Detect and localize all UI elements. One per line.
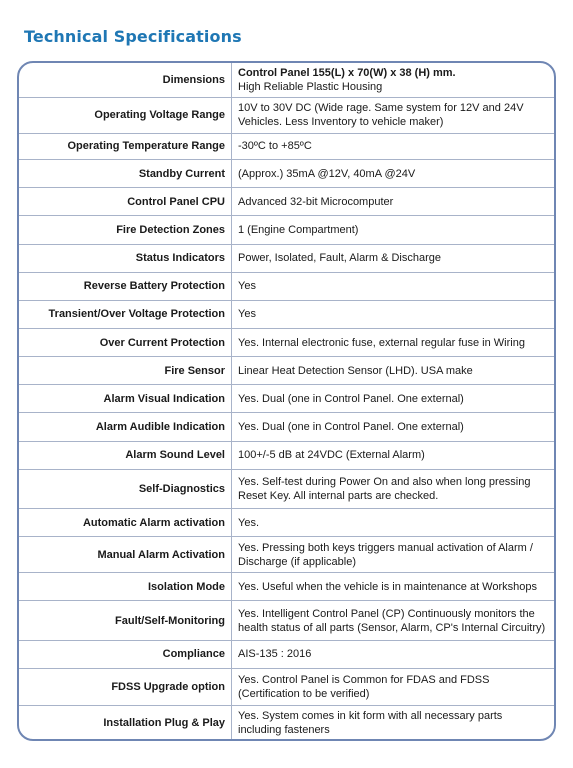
spec-row	[19, 244, 554, 272]
spec-row	[19, 357, 554, 385]
spec-label: Manual Alarm Activation	[19, 537, 232, 573]
spec-value-line: Yes	[238, 308, 256, 321]
spec-row	[19, 160, 554, 188]
spec-label: Alarm Audible Indication	[19, 413, 232, 441]
spec-value-line: Discharge (if applicable)	[238, 555, 356, 568]
spec-row	[19, 469, 554, 508]
spec-row	[19, 601, 554, 640]
spec-row	[19, 328, 554, 356]
spec-value	[232, 97, 555, 133]
spec-value	[232, 537, 555, 573]
spec-value	[232, 300, 555, 328]
spec-value	[232, 216, 555, 244]
spec-label: Control Panel CPU	[19, 188, 232, 216]
spec-value	[232, 328, 555, 356]
spec-table-frame	[17, 61, 556, 741]
spec-row	[19, 272, 554, 300]
spec-value-line: Linear Heat Detection Sensor (LHD). USA make	[238, 364, 473, 377]
spec-value	[232, 63, 555, 97]
spec-value	[232, 272, 555, 300]
spec-value-line: 10V to 30V DC (Wide rage. Same system for 12V and 24V	[238, 102, 524, 115]
spec-value-line: including fasteners	[238, 723, 330, 736]
spec-value	[232, 441, 555, 469]
spec-label: Status Indicators	[19, 244, 232, 272]
spec-row	[19, 188, 554, 216]
spec-value-line: Yes	[238, 280, 256, 293]
spec-label: Self-Diagnostics	[19, 469, 232, 508]
spec-value-line: -30ºC to +85ºC	[238, 140, 312, 153]
spec-table	[19, 63, 554, 739]
spec-value-line: Yes. System comes in kit form with all necessary parts	[238, 709, 503, 722]
spec-value-line: Yes. Internal electronic fuse, external regular fuse in Wiring	[238, 336, 525, 349]
spec-value	[232, 160, 555, 188]
spec-value-line: Yes. Pressing both keys triggers manual activation of Alarm /	[238, 541, 533, 554]
spec-value-line: Yes. Control Panel is Common for FDAS and FDSS	[238, 673, 490, 686]
spec-value	[232, 573, 555, 601]
spec-row	[19, 640, 554, 668]
spec-label: FDSS Upgrade option	[19, 668, 232, 705]
spec-value	[232, 469, 555, 508]
spec-label: Alarm Visual Indication	[19, 385, 232, 413]
spec-row	[19, 441, 554, 469]
spec-row	[19, 413, 554, 441]
spec-row	[19, 706, 554, 739]
spec-value	[232, 640, 555, 668]
spec-label: Operating Voltage Range	[19, 97, 232, 133]
spec-row	[19, 385, 554, 413]
spec-value-line: Yes. Self-test during Power On and also when long pressing	[238, 475, 531, 488]
spec-value-line: Advanced 32-bit Microcomputer	[238, 195, 394, 208]
spec-label: Reverse Battery Protection	[19, 272, 232, 300]
spec-label: Installation Plug & Play	[19, 706, 232, 739]
spec-value	[232, 413, 555, 441]
spec-value	[232, 706, 555, 739]
spec-row	[19, 133, 554, 159]
spec-label: Alarm Sound Level	[19, 441, 232, 469]
spec-value	[232, 601, 555, 640]
spec-value-line: Control Panel 155(L) x 70(W) x 38 (H) mm.	[238, 66, 456, 79]
spec-value-line: AIS-135 : 2016	[238, 648, 312, 661]
spec-value-line: (Certification to be verified)	[238, 687, 370, 700]
spec-value-line: Yes. Dual (one in Control Panel. One external)	[238, 421, 464, 434]
spec-value-line: 100+/-5 dB at 24VDC (External Alarm)	[238, 449, 425, 462]
spec-value	[232, 133, 555, 159]
spec-label: Transient/Over Voltage Protection	[19, 300, 232, 328]
spec-label: Standby Current	[19, 160, 232, 188]
page-title: Technical Specifications	[24, 27, 242, 46]
spec-label: Fire Sensor	[19, 357, 232, 385]
spec-value-line: Yes. Useful when the vehicle is in maintenance at Workshops	[238, 580, 537, 593]
spec-label: Fault/Self-Monitoring	[19, 601, 232, 640]
spec-value	[232, 668, 555, 705]
spec-row	[19, 300, 554, 328]
spec-value-line: health status of all parts (Sensor, Alarm, CP's Internal Circuitry)	[238, 621, 546, 634]
spec-value-line: Power, Isolated, Fault, Alarm & Discharge	[238, 252, 441, 265]
spec-row	[19, 508, 554, 536]
spec-table-body	[19, 63, 554, 739]
spec-row	[19, 668, 554, 705]
spec-value-line: Yes. Dual (one in Control Panel. One external)	[238, 392, 464, 405]
spec-value-line: (Approx.) 35mA @12V, 40mA @24V	[238, 167, 416, 180]
spec-value	[232, 508, 555, 536]
spec-row	[19, 537, 554, 573]
spec-value-line: 1 (Engine Compartment)	[238, 223, 359, 236]
spec-label: Compliance	[19, 640, 232, 668]
spec-value-line: Vehicles. Less Inventory to vehicle maker)	[238, 116, 444, 129]
spec-value	[232, 188, 555, 216]
spec-value-line: High Reliable Plastic Housing	[238, 80, 383, 93]
spec-row	[19, 573, 554, 601]
spec-label: Operating Temperature Range	[19, 133, 232, 159]
spec-label: Fire Detection Zones	[19, 216, 232, 244]
spec-value	[232, 357, 555, 385]
spec-label: Over Current Protection	[19, 328, 232, 356]
spec-value	[232, 244, 555, 272]
spec-row	[19, 97, 554, 133]
spec-row	[19, 63, 554, 97]
spec-label: Dimensions	[19, 63, 232, 97]
spec-label: Isolation Mode	[19, 573, 232, 601]
spec-label: Automatic Alarm activation	[19, 508, 232, 536]
spec-value	[232, 385, 555, 413]
spec-value-line: Reset Key. All internal parts are checked.	[238, 489, 439, 502]
spec-value-line: Yes.	[238, 516, 260, 529]
spec-value-line: Yes. Intelligent Control Panel (CP) Continuously monitors the	[238, 607, 535, 620]
spec-row	[19, 216, 554, 244]
